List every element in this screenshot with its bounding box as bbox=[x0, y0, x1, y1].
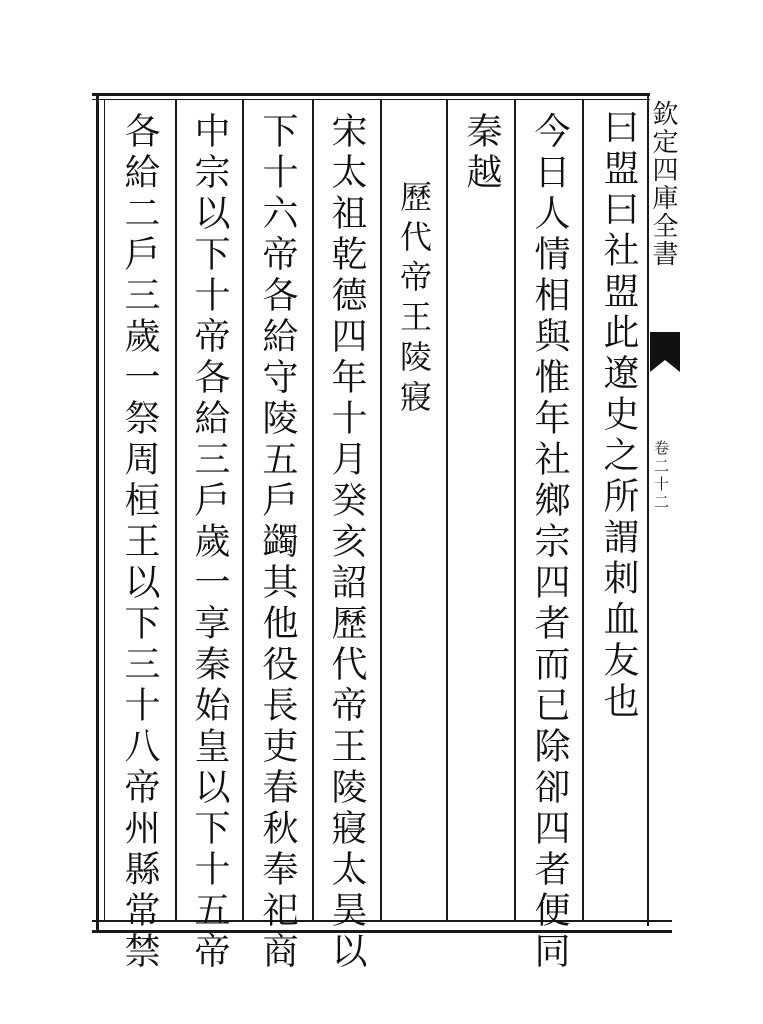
column-divider bbox=[242, 100, 244, 920]
column-divider bbox=[514, 100, 516, 920]
section-heading: 歷代帝王陵寢 bbox=[395, 180, 433, 420]
text-column-3: 秦越 bbox=[461, 112, 502, 194]
text-column-2: 今日人情相與惟年社鄉宗四者而已除卻四者便同 bbox=[529, 112, 570, 973]
left-border-inner bbox=[104, 100, 105, 920]
column-divider bbox=[582, 100, 584, 920]
fish-tail-mark bbox=[650, 332, 680, 372]
left-border bbox=[96, 96, 99, 930]
column-divider bbox=[175, 100, 177, 920]
top-border bbox=[92, 93, 650, 96]
volume-number: 卷二十二 bbox=[652, 440, 670, 512]
text-column-1: 曰盟曰社盟此遼史之所謂刺血友也 bbox=[598, 108, 639, 723]
text-column-5: 宋太祖乾德四年十月癸亥詔歷代帝王陵寢太昊以 bbox=[326, 112, 367, 973]
bottom-border-outer bbox=[92, 930, 672, 933]
book-title: 欽定四庫全書 bbox=[648, 100, 678, 268]
text-column-6: 下十六帝各給守陵五戶蠲其他役長吏春秋奉祀商 bbox=[257, 112, 298, 973]
text-column-8: 各給二戶三歲一祭周桓王以下三十八帝州縣常禁 bbox=[119, 112, 160, 973]
column-divider bbox=[312, 100, 314, 920]
bottom-border bbox=[92, 920, 672, 922]
column-divider bbox=[380, 100, 382, 920]
text-column-7: 中宗以下十帝各給三戶歲一享秦始皇以下十五帝 bbox=[189, 112, 230, 973]
column-divider bbox=[446, 100, 448, 920]
